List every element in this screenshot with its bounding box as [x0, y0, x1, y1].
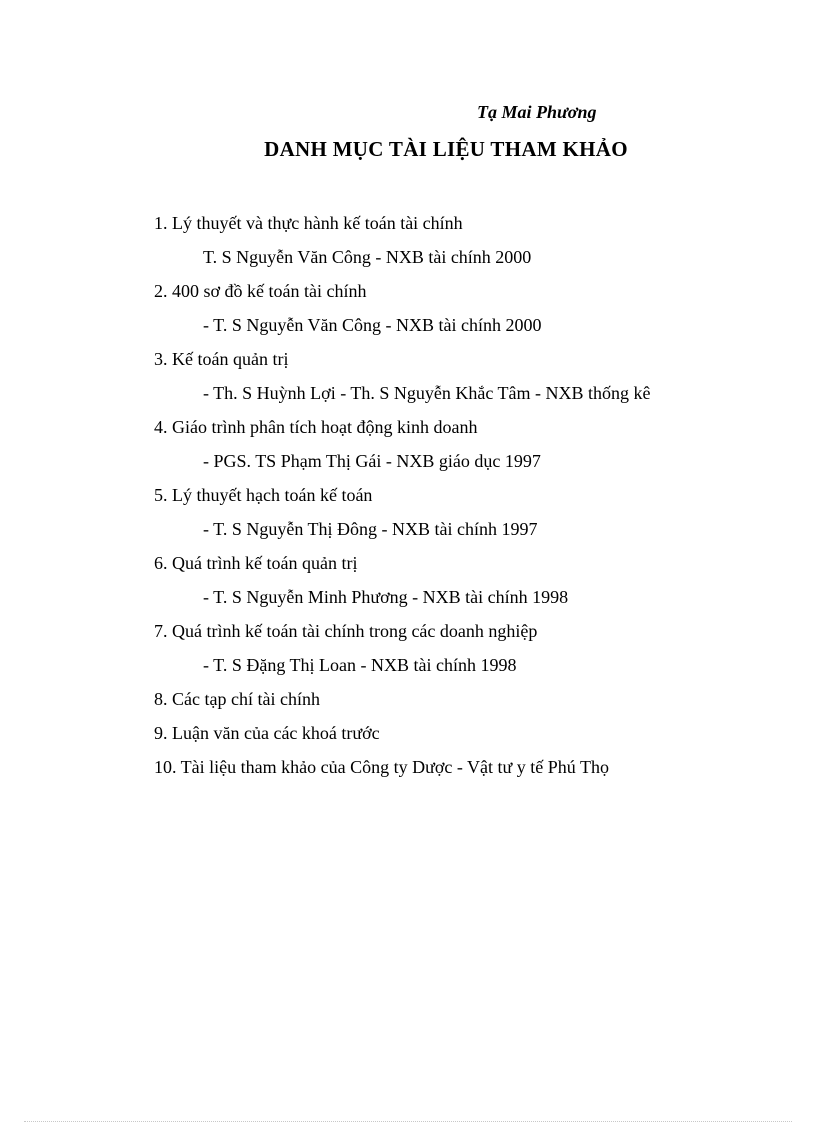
reference-detail: - PGS. TS Phạm Thị Gái - NXB giáo dục 1997: [203, 451, 541, 471]
reference-title: 4. Giáo trình phân tích hoạt động kinh doanh: [154, 417, 478, 437]
reference-title: 2. 400 sơ đồ kế toán tài chính: [154, 281, 367, 301]
reference-detail: - T. S Nguyễn Thị Đông - NXB tài chính 1997: [203, 519, 538, 539]
reference-detail-row: [154, 444, 650, 478]
reference-detail: - T. S Đặng Thị Loan - NXB tài chính 1998: [203, 655, 517, 675]
reference-item: [154, 682, 650, 716]
reference-detail-row: [154, 240, 650, 274]
reference-item: [154, 546, 650, 580]
reference-detail-row: [154, 580, 650, 614]
author-name: Tạ Mai Phương: [477, 102, 597, 122]
reference-detail: T. S Nguyễn Văn Công - NXB tài chính 2000: [203, 247, 532, 267]
reference-detail-row: [154, 512, 650, 546]
reference-title: 6. Quá trình kế toán quản trị: [154, 553, 358, 573]
reference-title: 8. Các tạp chí tài chính: [154, 689, 320, 709]
reference-detail-row: [154, 648, 650, 682]
reference-detail-row: [154, 308, 650, 342]
reference-item: [154, 410, 650, 444]
reference-item: [154, 716, 650, 750]
reference-item: [154, 342, 650, 376]
reference-detail: - Th. S Huỳnh Lợi - Th. S Nguyễn Khắc Tâm - NXB thống kê: [203, 383, 651, 403]
reference-title: 3. Kế toán quản trị: [154, 349, 289, 369]
reference-title: 7. Quá trình kế toán tài chính trong các doanh nghiệp: [154, 621, 538, 641]
page-bottom-divider: [24, 1121, 792, 1122]
reference-item: [154, 478, 650, 512]
reference-title: 9. Luận văn của các khoá trước: [154, 723, 380, 743]
reference-title: 10. Tài liệu tham khảo của Công ty Dược - Vật tư y tế Phú Thọ: [154, 757, 609, 777]
reference-item: [154, 750, 650, 784]
reference-title: 5. Lý thuyết hạch toán kế toán: [154, 485, 373, 505]
reference-item: [154, 614, 650, 648]
reference-detail: - T. S Nguyễn Văn Công - NXB tài chính 2000: [203, 315, 542, 335]
reference-item: [154, 206, 650, 240]
reference-item: [154, 274, 650, 308]
reference-list: [154, 206, 650, 784]
reference-detail: - T. S Nguyễn Minh Phương - NXB tài chính 1998: [203, 587, 569, 607]
reference-detail-row: [154, 376, 650, 410]
reference-title: 1. Lý thuyết và thực hành kế toán tài chính: [154, 213, 463, 233]
page-title: DANH MỤC TÀI LIỆU THAM KHẢO: [264, 137, 628, 161]
